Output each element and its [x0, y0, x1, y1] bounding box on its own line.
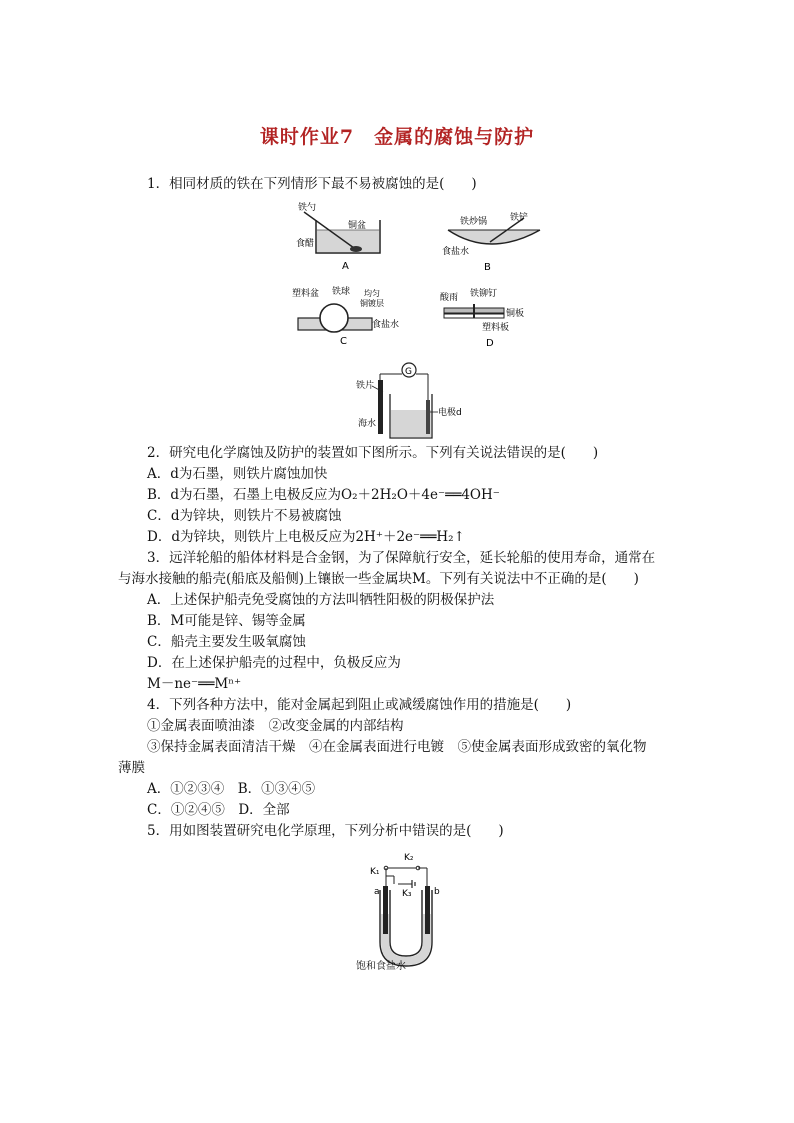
- question-3-option-c: C．船壳主要发生吸氧腐蚀: [147, 634, 306, 650]
- label-acid-rain: 酸雨: [440, 293, 459, 303]
- label-plastic-basin: 塑料盆: [292, 289, 320, 299]
- label-iron-sheet: 铁片: [356, 381, 375, 391]
- label-option-b: B: [484, 262, 491, 273]
- figure-1d: [438, 286, 548, 352]
- question-2-option-d: D．d为锌块，则铁片上电极反应为2H⁺＋2e⁻══H₂↑: [147, 529, 465, 545]
- label-salt-water-b: 食盐水: [442, 247, 470, 257]
- figure-1c: [290, 282, 410, 352]
- question-2-option-b: B．d为石墨，石墨上电极反应为O₂＋2H₂O＋4e⁻══4OH⁻: [147, 487, 500, 503]
- label-option-c: C: [340, 336, 347, 347]
- label-electrode-b: b: [434, 887, 440, 897]
- question-3-equation: M－ne⁻══Mⁿ⁺: [147, 676, 242, 692]
- label-electrode-a: a: [374, 887, 380, 897]
- figure-2-apparatus: [356, 360, 476, 442]
- question-4-options-cd: C．①②④⑤ D．全部: [147, 802, 290, 818]
- question-3-stem-line1: 3．远洋轮船的船体材料是合金钢，为了保障航行安全，延长轮船的使用寿命，通常在: [147, 550, 656, 566]
- label-copper-basin: 铜盆: [348, 221, 367, 231]
- label-iron-wok: 铁炒锅: [460, 217, 488, 227]
- label-saturated-salt-water: 饱和食盐水: [356, 961, 406, 972]
- question-4-items-line1: ①金属表面喷油漆 ②改变金属的内部结构: [147, 718, 404, 734]
- question-3-option-a: A．上述保护船壳免受腐蚀的方法叫牺牲阳极的阴极保护法: [147, 592, 495, 608]
- label-uniform: 均匀: [364, 289, 380, 298]
- question-4-items-line2: ③保持金属表面清洁干燥 ④在金属表面进行电镀 ⑤使金属表面形成致密的氧化物: [147, 739, 647, 755]
- label-electrode-d: 电极d: [438, 408, 462, 418]
- page-title: 课时作业7 金属的腐蚀与防护: [259, 126, 535, 148]
- question-3-stem-line2: 与海水接触的船壳(船底及船侧)上镶嵌一些金属块M。下列有关说法中不正确的是( ): [118, 571, 639, 587]
- question-4-options-ab: A．①②③④ B．①③④⑤: [147, 781, 316, 797]
- label-switch-k1: K₁: [370, 867, 380, 877]
- question-3-option-d: D．在上述保护船壳的过程中，负极反应为: [147, 655, 401, 671]
- label-iron-spoon: 铁勺: [298, 203, 317, 213]
- label-iron-ball: 铁球: [332, 287, 351, 297]
- label-plastic-board: 塑料板: [482, 323, 510, 333]
- question-2-option-a: A．d为石墨，则铁片腐蚀加快: [147, 466, 328, 482]
- question-2-stem: 2．研究电化学腐蚀及防护的装置如下图所示。下列有关说法错误的是( ): [147, 445, 599, 461]
- question-3-option-b: B．M可能是锌、锡等金属: [147, 613, 306, 629]
- figure-1b: [440, 210, 550, 275]
- label-iron-rivet: 铁铆钉: [470, 289, 498, 299]
- figure-1a-container: [304, 212, 380, 253]
- label-seawater: 海水: [358, 419, 377, 429]
- label-copper-plating: 铜镀层: [360, 299, 384, 308]
- label-copper-plate: 铜板: [506, 309, 525, 319]
- label-vinegar: 食醋: [296, 239, 315, 249]
- label-switch-k3: K₃: [402, 889, 412, 899]
- question-2-option-c: C．d为锌块，则铁片不易被腐蚀: [147, 508, 342, 524]
- galvanometer-icon: G: [405, 367, 412, 377]
- question-5-stem: 5．用如图装置研究电化学原理，下列分析中错误的是( ): [147, 823, 504, 839]
- question-1-stem: 1．相同材质的铁在下列情形下最不易被腐蚀的是( ): [147, 176, 477, 192]
- figure-5-u-tube: [368, 846, 458, 974]
- label-switch-k2: K₂: [404, 853, 414, 863]
- label-option-a: A: [342, 261, 349, 272]
- label-option-d: D: [486, 338, 494, 349]
- figure-1a: [296, 198, 406, 273]
- label-salt-water-c: 食盐水: [372, 320, 400, 330]
- question-4-stem: 4．下列各种方法中，能对金属起到阻止或减缓腐蚀作用的措施是( ): [147, 697, 572, 713]
- question-4-items-line3: 薄膜: [118, 760, 145, 776]
- label-iron-shovel: 铁铲: [510, 213, 529, 223]
